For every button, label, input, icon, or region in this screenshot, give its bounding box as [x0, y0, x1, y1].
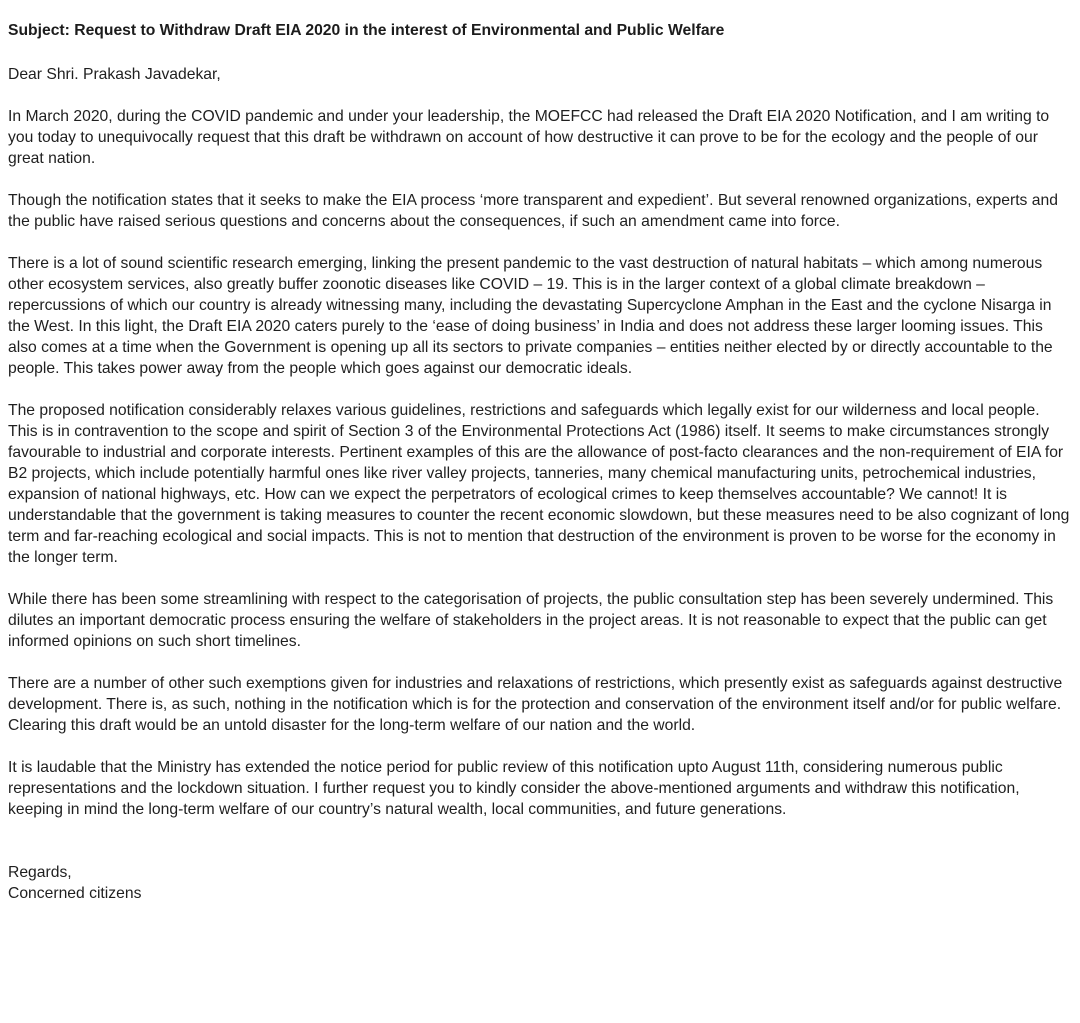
paragraph: While there has been some streamlining with respect to the categorisation of projects, the public consultation step has been severely undermined. This dilutes an important democratic process ensuring the welfare of stakeholders in the project areas. It is not reasonable to expect that the public can get informed opinions on such short timelines. [8, 591, 1054, 650]
paragraph: It is laudable that the Ministry has extended the notice period for public review of this notification upto August 11th, considering numerous public representations and the lockdown situation. I further request you to kindly consider the above-mentioned arguments and withdraw this notification, keeping in mind the long-term welfare of our country’s natural wealth, local communities, and future generations. [8, 759, 1020, 818]
letter-body [8, 106, 1072, 820]
paragraph: Though the notification states that it seeks to make the EIA process ‘more transparent and expedient’. But several renowned organizations, experts and the public have raised serious questions and concerns about the consequences, if such an amendment came into force. [8, 192, 1058, 230]
paragraph: The proposed notification considerably relaxes various guidelines, restrictions and safeguards which legally exist for our wilderness and local people. This is in contravention to the scope and spirit of Section 3 of the Environmental Protections Act (1986) itself. It seems to make circumstances strongly favourable to industrial and corporate interests. Pertinent examples of this are the allowance of post-facto clearances and the non-requirement of EIA for B2 projects, which include potentially harmful ones like river valley projects, tanneries, many chemical manufacturing units, petrochemical industries, expansion of national highways, etc. How can we expect the perpetrators of ecological crimes to keep themselves accountable? We cannot! It is understandable that the government is taking measures to counter the recent economic slowdown, but these measures need to be also cognizant of long term and far-reaching ecological and social impacts. This is not to mention that destruction of the environment is proven to be worse for the economy in the longer term. [8, 402, 1070, 566]
paragraph: There is a lot of sound scientific research emerging, linking the present pandemic to the vast destruction of natural habitats – which among numerous other ecosystem services, also greatly buffer zoonotic diseases like COVID – 19. This is in the larger context of a global climate breakdown – repercussions of which our country is already witnessing many, including the devastating Supercyclone Amphan in the East and the cyclone Nisarga in the West. In this light, the Draft EIA 2020 caters purely to the ‘ease of doing business’ in India and does not address these larger looming issues. This also comes at a time when the Government is opening up all its sectors to private companies – entities neither elected by or directly accountable to the people. This takes power away from the people which goes against our democratic ideals. [8, 255, 1053, 377]
closing-signature: Concerned citizens [8, 885, 142, 902]
paragraph: In March 2020, during the COVID pandemic and under your leadership, the MOEFCC had released the Draft EIA 2020 Notification, and I am writing to you today to unequivocally request that this draft be withdrawn on account of how destructive it can prove to be for the ecology and the people of our great nation. [8, 108, 1050, 167]
paragraph: There are a number of other such exemptions given for industries and relaxations of restrictions, which presently exist as safeguards against destructive development. There is, as such, nothing in the notification which is for the protection and conservation of the environment itself and/or for public welfare. Clearing this draft would be an untold disaster for the long-term welfare of our nation and the world. [8, 675, 1063, 734]
subject-line: Subject: Request to Withdraw Draft EIA 2020 in the interest of Environmental and Public Welfare [8, 22, 725, 39]
signature-block [8, 862, 1072, 904]
salutation: Dear Shri. Prakash Javadekar, [8, 66, 221, 83]
closing-regards: Regards, [8, 864, 72, 881]
